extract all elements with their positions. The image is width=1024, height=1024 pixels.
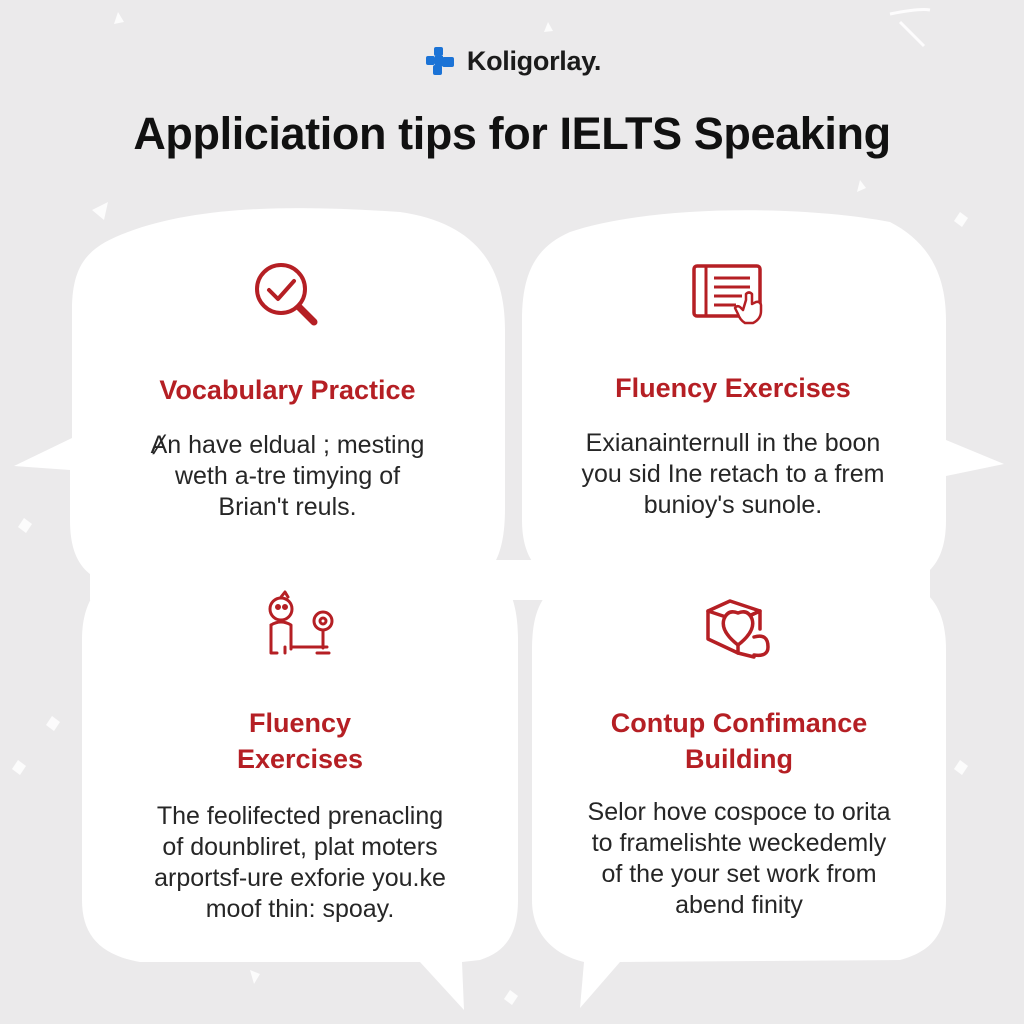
brand-name: Koligorlay. <box>466 45 602 76</box>
card-description: Selor hove cospoce to orita to framelishte weckedemly of the your set work from abend finity <box>587 798 891 919</box>
card-title: Contup Confimance Building <box>610 708 868 774</box>
magnifier-check-icon <box>248 256 328 336</box>
tip-card-fluency-exercises <box>82 585 518 955</box>
card-description: The feolifected prenacling of dounbliret, plat moters arportsf-ure exforie you.ke moof thin: spoay. <box>154 802 446 923</box>
card-description: Ⱥn have eldual ; mesting weth a-tre timying of Brian't reuls. <box>150 431 425 521</box>
tip-card-vocabulary <box>70 240 505 570</box>
card-title: Fluency Exercises <box>236 708 364 774</box>
tip-card-fluency <box>520 240 946 570</box>
tip-card-confidence <box>532 585 946 955</box>
card-title: Fluency Exercises <box>615 373 851 403</box>
card-title: Vocabulary Practice <box>159 375 416 405</box>
document-hand-icon <box>688 260 778 330</box>
box-heart-icon <box>694 593 784 669</box>
page-title: Appliciation tips for IELTS Speaking <box>133 108 891 159</box>
people-talking-icon <box>255 589 345 669</box>
card-description: Exianainternull in the boon you sid Ine retach to a frem bunioy's sunole. <box>581 429 885 519</box>
